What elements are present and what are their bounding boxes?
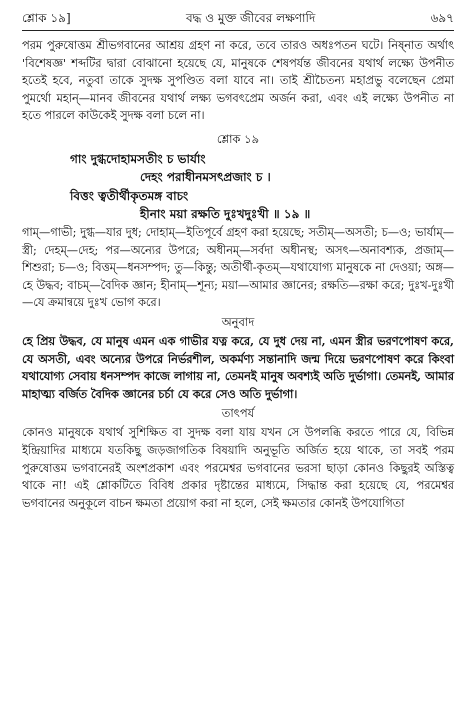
header-rule [22,30,454,31]
purport-paragraph: কোনও মানুষকে যথার্থ সুশিক্ষিত বা সুদক্ষ বলা যায় যখন সে উপলব্ধি করতে পারে যে, বিভিন্ন ইন্দ্রিয়াদির মাধ্যমে যতকিছু জড়জাগতিক বিষয়াদি অনুভূতি অর্জিত হয়ে থাকে, তা সবই পরম পুরুষোত্তম ভগবানেরই অংশপ্রকাশ এবং পরমেশ্বর ভগবানের ভরসা ছাড়া কোনও কিছুরই অস্তিত্ব থাকে না! এই শ্লোকটিতে বিবিধ প্রকার দৃষ্টান্তের মাধ্যমে, সিদ্ধান্ত করা হয়েছে যে, পরমেশ্বর ভগবানের অনুকূলে বাচন ক্ষমতা প্রয়োগ করা না হলে, সেই ক্ষমতার কোনই উপযোগিতা [22,426,454,510]
sloka-heading: শ্লোক ১৯ [216,131,260,146]
page-header [22,10,454,28]
verse-line-1: গাং দুগ্ধদোহামসতীং চ ভার্যাং [70,151,206,166]
intro-paragraph: পরম পুরুষোত্তম শ্রীভগবানের আশ্রয় গ্রহণ না করে, তবে তারও অধঃপতন ঘটে। নিষ্নাত অর্থাৎ 'বিশেষজ্ঞ' শব্দটির দ্বারা বোঝানো হয়েছে যে, মানুষকে শেষপর্যন্ত জীবনের যথার্থ লক্ষ্যে উপনীত হতেই হবে, নতুবা তাকে সুদক্ষ সুপণ্ডিত বলা যাবে না। তাই শ্রীচৈতন্য মহাপ্রভু বলেছেন প্রেমা পুমর্থো মহান্‌—মানব জীবনের যথার্থ লক্ষ্য ভগবৎপ্রেম অর্জন করা, এবং এই লক্ষ্যে উপনীত না হতে পারলে কাউকেই সুদক্ষ বলা চলে না। [22,39,454,123]
verse-block [22,150,454,224]
header-page-number: ৬৯৭ [430,11,454,25]
book-page [22,10,454,700]
synonyms-paragraph: গাম্‌—গাভী; দুগ্ধ—যার দুধ; দোহাম্‌—ইতিপূর্বে গ্রহণ করা হয়েছে; সতীম্‌—অসতী; চ—ও; ভার্যাম্‌—স্ত্রী; দেহম্‌—দেহ; পর—অন্যের উপরে; অধীনম্‌—সর্বদা অধীনস্থ; অসৎ—অনাবশ্যক, প্রজাম্‌—শিশুরা; চ—ও; বিত্তম্‌—ধনসম্পদ; তু—কিন্তু; অতীর্থী-কৃতম্‌—যথাযোগ্য মানুষকে না দেওয়া; অঙ্গ—হে উদ্ধব; বাচম্‌—বৈদিক জ্ঞান; হীনাম্‌—শূন্য; ময়া—আমার জ্ঞানের; রক্ষতি—রক্ষা করে; দুঃখ-দুঃখী—যে ক্রমান্বয়ে দুঃখ ভোগ করে। [22,225,454,310]
verse-line-3: বিত্তং ত্বতীর্থীকৃতমঙ্গ বাচং [70,188,189,203]
verse-line-2: দেহং পরাধীনমসৎপ্রজাং চ । [140,170,271,185]
translation-paragraph: হে প্রিয় উদ্ধব, যে মানুষ এমন এক গাভীর যত্ন করে, যে দুধ দেয় না, এমন স্ত্রীর ভরণপোষণ করে, যে অসতী, এবং অন্যের উপরে নির্ভরশীল, অকর্মণ্য সন্তানাদি জন্ম দিয়ে ভরণপোষণ করে কিংবা যথাযোগ্য সেবায় ধনসম্পদ কাজে লাগায় না, তেমনই মানুষ অবশ্যই অতি দুর্ভাগা। তেমনই, আমার মাহাত্ম্য বর্জিত বৈদিক জ্ঞানের চর্চা যে করে সেও অতি দুর্ভাগা। [22,333,454,401]
header-chapter-title: বদ্ধ ও মুক্ত জীবের লক্ষণাদি [185,11,316,25]
purport-heading: তাৎপর্য [221,406,255,421]
translation-heading: অনুবাদ [221,314,255,329]
verse-line-4: হীনাং ময়া রক্ষতি দুঃখদুঃখী ॥ ১৯ ॥ [140,207,311,222]
header-sloka-ref: শ্লোক ১৯] [22,11,71,25]
